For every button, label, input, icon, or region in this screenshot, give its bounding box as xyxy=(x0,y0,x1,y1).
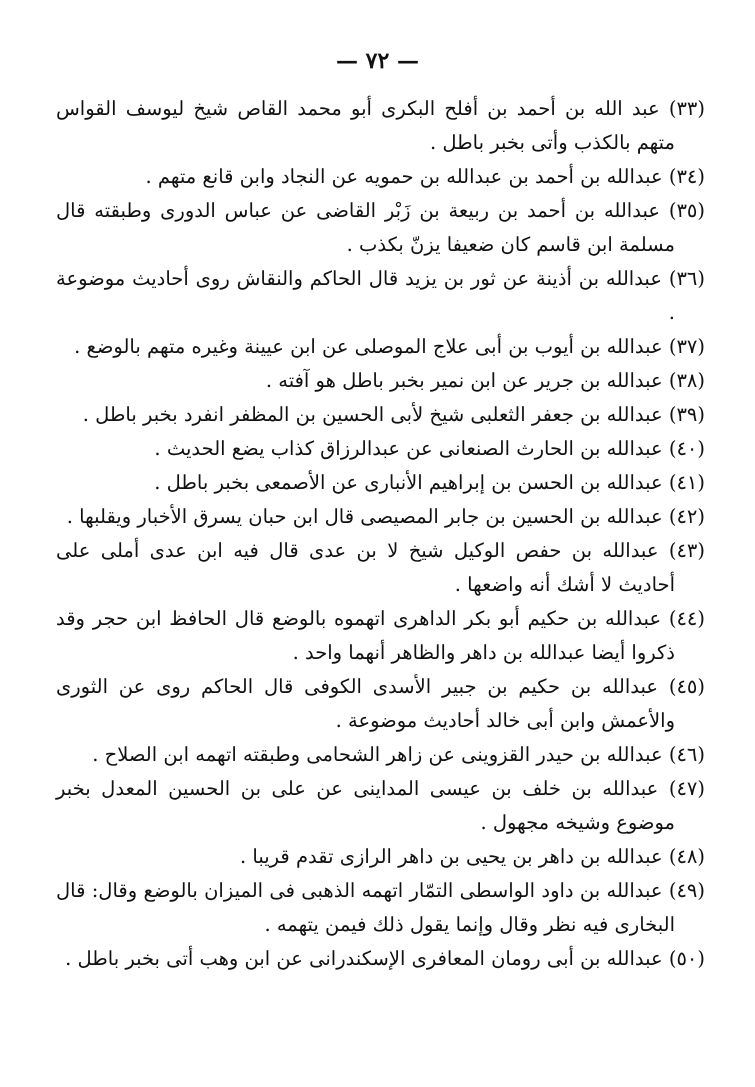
entry-40: (٤٠) عبدالله بن الحارث الصنعانى عن عبدالرزاق كذاب يضع الحديث . xyxy=(154,437,705,460)
entry-49: (٤٩) عبدالله بن داود الواسطى التمّار اتهمه الذهبى فى الميزان بالوضع وقال: قال البخارى فيه نظر وقال وإنما يقول ذلك فيمن يتهمه . xyxy=(56,879,705,936)
entry-41: (٤١) عبدالله بن الحسن بن إبراهيم الأنبارى عن الأصمعى بخبر باطل . xyxy=(154,471,705,494)
entry-46: (٤٦) عبدالله بن حيدر القزوينى عن زاهر الشحامى وطبقته اتهمه ابن الصلاح . xyxy=(92,743,705,766)
entry-35: (٣٥) عبدالله بن أحمد بن ربيعة بن زَبْر القاضى عن عباس الدورى وطبقته قال مسلمة ابن قاسم كان ضعيفا يزنّ بكذب . xyxy=(56,199,705,256)
entry-36: (٣٦) عبدالله بن أذينة عن ثور بن يزيد قال الحاكم والنقاش روى أحاديث موضوعة . xyxy=(56,267,705,324)
entry-34: (٣٤) عبدالله بن أحمد بن عبدالله بن حمويه عن النجاد وابن قانع متهم . xyxy=(145,165,705,188)
entry-33: (٣٣) عبد الله بن أحمد بن أفلح البكرى أبو محمد القاص شيخ ليوسف القواس متهم بالكذب وأتى بخبر باطل . xyxy=(56,97,705,154)
entry-39: (٣٩) عبدالله بن جعفر الثعلبى شيخ لأبى الحسين بن المظفر انفرد بخبر باطل . xyxy=(82,403,705,426)
entries-list xyxy=(56,92,705,976)
entry-45: (٤٥) عبدالله بن حكيم بن جبير الأسدى الكوفى قال الحاكم روى عن الثورى والأعمش وابن أبى خالد أحاديث موضوعة . xyxy=(56,675,705,732)
entry-47: (٤٧) عبدالله بن خلف بن عيسى المداينى عن على بن الحسين المعدل بخبر موضوع وشيخه مجهول . xyxy=(56,777,705,834)
entry-44: (٤٤) عبدالله بن حكيم أبو بكر الداهرى اتهموه بالوضع قال الحافظ ابن حجر وقد ذكروا أيضا عبدالله بن داهر والظاهر أنهما واحد . xyxy=(56,607,705,664)
entry-38: (٣٨) عبدالله بن جرير عن ابن نمير بخبر باطل هو آفته . xyxy=(265,369,705,392)
entry-50: (٥٠) عبدالله بن أبى رومان المعافرى الإسكندرانى عن ابن وهب أتى بخبر باطل . xyxy=(65,947,705,970)
entry-42: (٤٢) عبدالله بن الحسين بن جابر المصيصى قال ابن حبان يسرق الأخبار ويقلبها . xyxy=(66,505,705,528)
entry-43: (٤٣) عبدالله بن حفص الوكيل شيخ لا بن عدى قال فيه ابن عدى أملى على أحاديث لا أشك أنه واضعها . xyxy=(56,539,705,596)
page-number: — ٧٢ — xyxy=(336,48,419,74)
entry-37: (٣٧) عبدالله بن أيوب بن أبى علاج الموصلى عن ابن عيينة وغيره متهم بالوضع . xyxy=(74,335,705,358)
entry-48: (٤٨) عبدالله بن داهر بن يحيى بن داهر الرازى تقدم قريبا . xyxy=(240,845,705,868)
